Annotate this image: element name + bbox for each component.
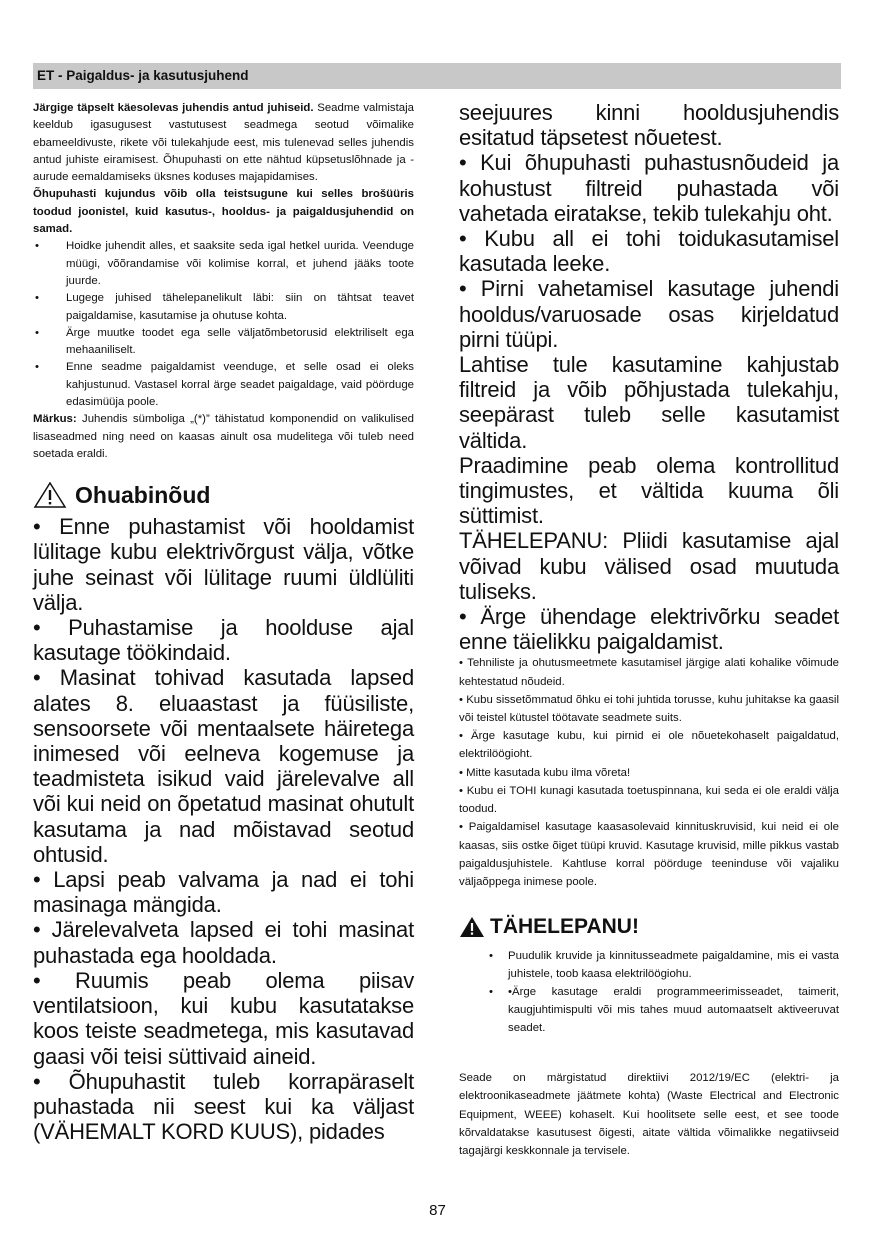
list-item-text: •Ärge kasutage eraldi programmeerimisseadet, taimerit, kaugjuhtimispulti või mis tahes muud automaatselt aktiveeruvat seadet. (508, 986, 839, 1035)
intro-paragraph (33, 100, 414, 186)
warning-paragraph: Lahtise tule kasutamine kahjustab filtreid ja võib põhjustada tulekahju, seepärast tuleb selle kasutamist vältida. (459, 352, 839, 453)
intro-text: Seadme valmistaja keeldub igasugusest vastutusest seadmega seotud võimalike ebameeldivuste, rikete või tulekahjude eest, mis tulenevad selles juhendis antud juhiste eiramisest. Õhupuhasti on ette nähtud küpsetuslõhnade ja -aurude eemaldamiseks üksnes koduses majapidamises. (33, 102, 414, 184)
section-header: ET - Paigaldus- ja kasutusjuhend (33, 63, 841, 89)
bullet: • (489, 950, 493, 963)
warning-paragraph: • Puhastamise ja hoolduse ajal kasutage töökindaid. (33, 615, 414, 666)
warning-paragraph: • Kubu all ei tohi toidukasutamisel kasutada leeke. (459, 226, 839, 277)
note-label: Märkus: (33, 413, 77, 426)
warning-outline-icon (33, 481, 67, 509)
list-item (33, 359, 414, 411)
weee-paragraph: Seade on märgistatud direktiivi 2012/19/EC (elektri- ja elektroonikaseadmete jäätmete kohta) (Waste Electrical and Electronic Equipment, WEEE) kohaselt. Kui hoolitsete selle eest, et see toode kõrvaldatakse kasutusest õigesti, aitate vältida võimalikke negatiivseid tagajärgi keskkonnale ja tervisele. (459, 1072, 839, 1157)
bullet: • (489, 986, 493, 999)
left-column (33, 100, 414, 1144)
warning-filled-icon (459, 916, 485, 938)
warning-paragraph: • Masinat tohivad kasutada lapsed alates 8. eluaastast ja füüsiliste, sensoorsete või mentaalsete häiretega inimesed või eelneva kogemuse ja teadmisteta isikud vaid järelevalve all või kui neid on õpetatud masinat ohutult kasutama ja nad mõistavad seotud ohtusid. (33, 665, 414, 867)
page-number: 87 (429, 1202, 446, 1219)
attention-title: TÄHELEPANU! (490, 915, 639, 939)
list-item (459, 983, 839, 1037)
safety-note: • Tehniliste ja ohutusmeetmete kasutamisel järgige alati kohalike võimude kehtestatud nõudeid. (459, 657, 839, 688)
warning-paragraph: TÄHELEPANU: Pliidi kasutamise ajal võivad kubu välised osad muutuda tuliseks. (459, 528, 839, 604)
intro-bold-2: Õhupuhasti kujundus võib olla teistsugune kui selles brošüüris toodud joonistel, kuid kasutus-, hooldus- ja paigaldusjuhendid on samad. (33, 188, 414, 236)
list-item (459, 947, 839, 983)
list-item (33, 290, 414, 325)
list-item-text: Puudulik kruvide ja kinnitusseadmete paigaldamine, mis ei vasta juhistele, toob kaasa elektrilöögiohu. (508, 950, 839, 981)
warning-paragraph: • Enne puhastamist või hooldamist lülitage kubu elektrivõrgust välja, võtke juhe seinast või lülitage ruumi üldlüliti välja. (33, 514, 414, 615)
bullet: • (35, 361, 39, 374)
warning-paragraph: • Ärge ühendage elektrivõrku seadet enne täielikku paigaldamist. (459, 604, 839, 655)
attention-heading (459, 913, 839, 941)
right-column (459, 100, 839, 1160)
warning-paragraph: • Ruumis peab olema piisav ventilatsioon, kui kubu kasutatakse koos teiste seadmetega, mis kasutavad gaasi või teisi süttivaid aineid. (33, 967, 414, 1069)
list-item-text: Hoidke juhendit alles, et saaksite seda igal hetkel uurida. Veenduge müügi, võõrandamise või kolimise korral, et juhend jääks toote juurde. (66, 240, 414, 287)
warning-paragraph: seejuures kinni hooldusjuhendis esitatud täpsetest nõuetest. (459, 100, 839, 151)
list-item (33, 238, 414, 290)
warning-paragraph: • Õhupuhastit tuleb korrapäraselt puhastada nii seest kui ka väljast (VÄHEMALT KORD KUUS), pidades (33, 1068, 414, 1145)
safety-note: • Kubu ei TOHI kunagi kasutada toetuspinnana, kui seda ei ole eraldi välja toodud. (459, 784, 839, 816)
list-item-text: Ärge muutke toodet ega selle väljatõmbetorusid elektriliselt ega mehaaniliselt. (66, 326, 414, 357)
warning-paragraph: • Pirni vahetamisel kasutage juhendi hooldus/varuosade osas kirjeldatud pirni tüüpi. (459, 276, 839, 352)
warnings-heading (33, 480, 414, 510)
safety-note: • Kubu sissetõmmatud õhku ei tohi juhtida torusse, kuhu juhitakse ka gaasil või teistel kütustel töötavate seadmete suits. (459, 693, 839, 725)
warnings-title: Ohuabinõud (75, 481, 211, 508)
warning-paragraph: Praadimine peab olema kontrollitud tingimustes, et vältida kuuma õli süttimist. (459, 452, 839, 529)
safety-note: • Paigaldamisel kasutage kaasasolevaid kinnituskruvisid, kui neid ei ole kaasas, siis ostke õiget tüüpi kruvid. Kasutage kruvisid, mille pikkus vastab paigaldusjuhistele. Kahtluse korral pöörduge teeninduse või vajaliku väljaõppega inimese poole. (459, 821, 839, 888)
note-text: Juhendis sümboliga „(*)” tähistatud komponendid on valikulised lisaseadmed ning need on kaasas ainult osa mudelitega või tuleb need soetada eraldi. (33, 413, 414, 460)
list-item-text: Lugege juhised tähelepanelikult läbi: siin on tähtsat teavet paigaldamise, kasutamise ja ohutuse kohta. (66, 292, 414, 322)
bullet: • (35, 292, 39, 305)
warning-paragraph: • Kui õhupuhasti puhastusnõudeid ja kohustust filtreid puhastada või vahetada eiratakse, tekib tulekahju oht. (459, 150, 839, 226)
bullet: • (35, 240, 39, 253)
safety-note: • Ärge kasutage kubu, kui pirnid ei ole nõuetekohaselt paigaldatud, elektrilöögioht. (459, 730, 839, 761)
intro-bullet-list (33, 238, 414, 411)
list-item-text: Enne seadme paigaldamist veenduge, et selle osad ei oleks kahjustunud. Vastasel korral ärge seadet paigaldage, vaid pöörduge edasimüüja poole. (66, 361, 414, 409)
warning-paragraph: • Lapsi peab valvama ja nad ei tohi masinaga mängida. (33, 867, 414, 918)
note-paragraph (33, 411, 414, 463)
bullet: • (35, 326, 39, 339)
list-item (33, 325, 414, 360)
warning-paragraph: • Järelevalveta lapsed ei tohi masinat puhastada ega hooldada. (33, 917, 414, 968)
safety-note: • Mitte kasutada kubu ilma võreta! (459, 766, 631, 779)
attention-list (459, 947, 839, 1037)
intro-bold: Järgige täpselt käesolevas juhendis antud juhiseid. (33, 102, 314, 114)
